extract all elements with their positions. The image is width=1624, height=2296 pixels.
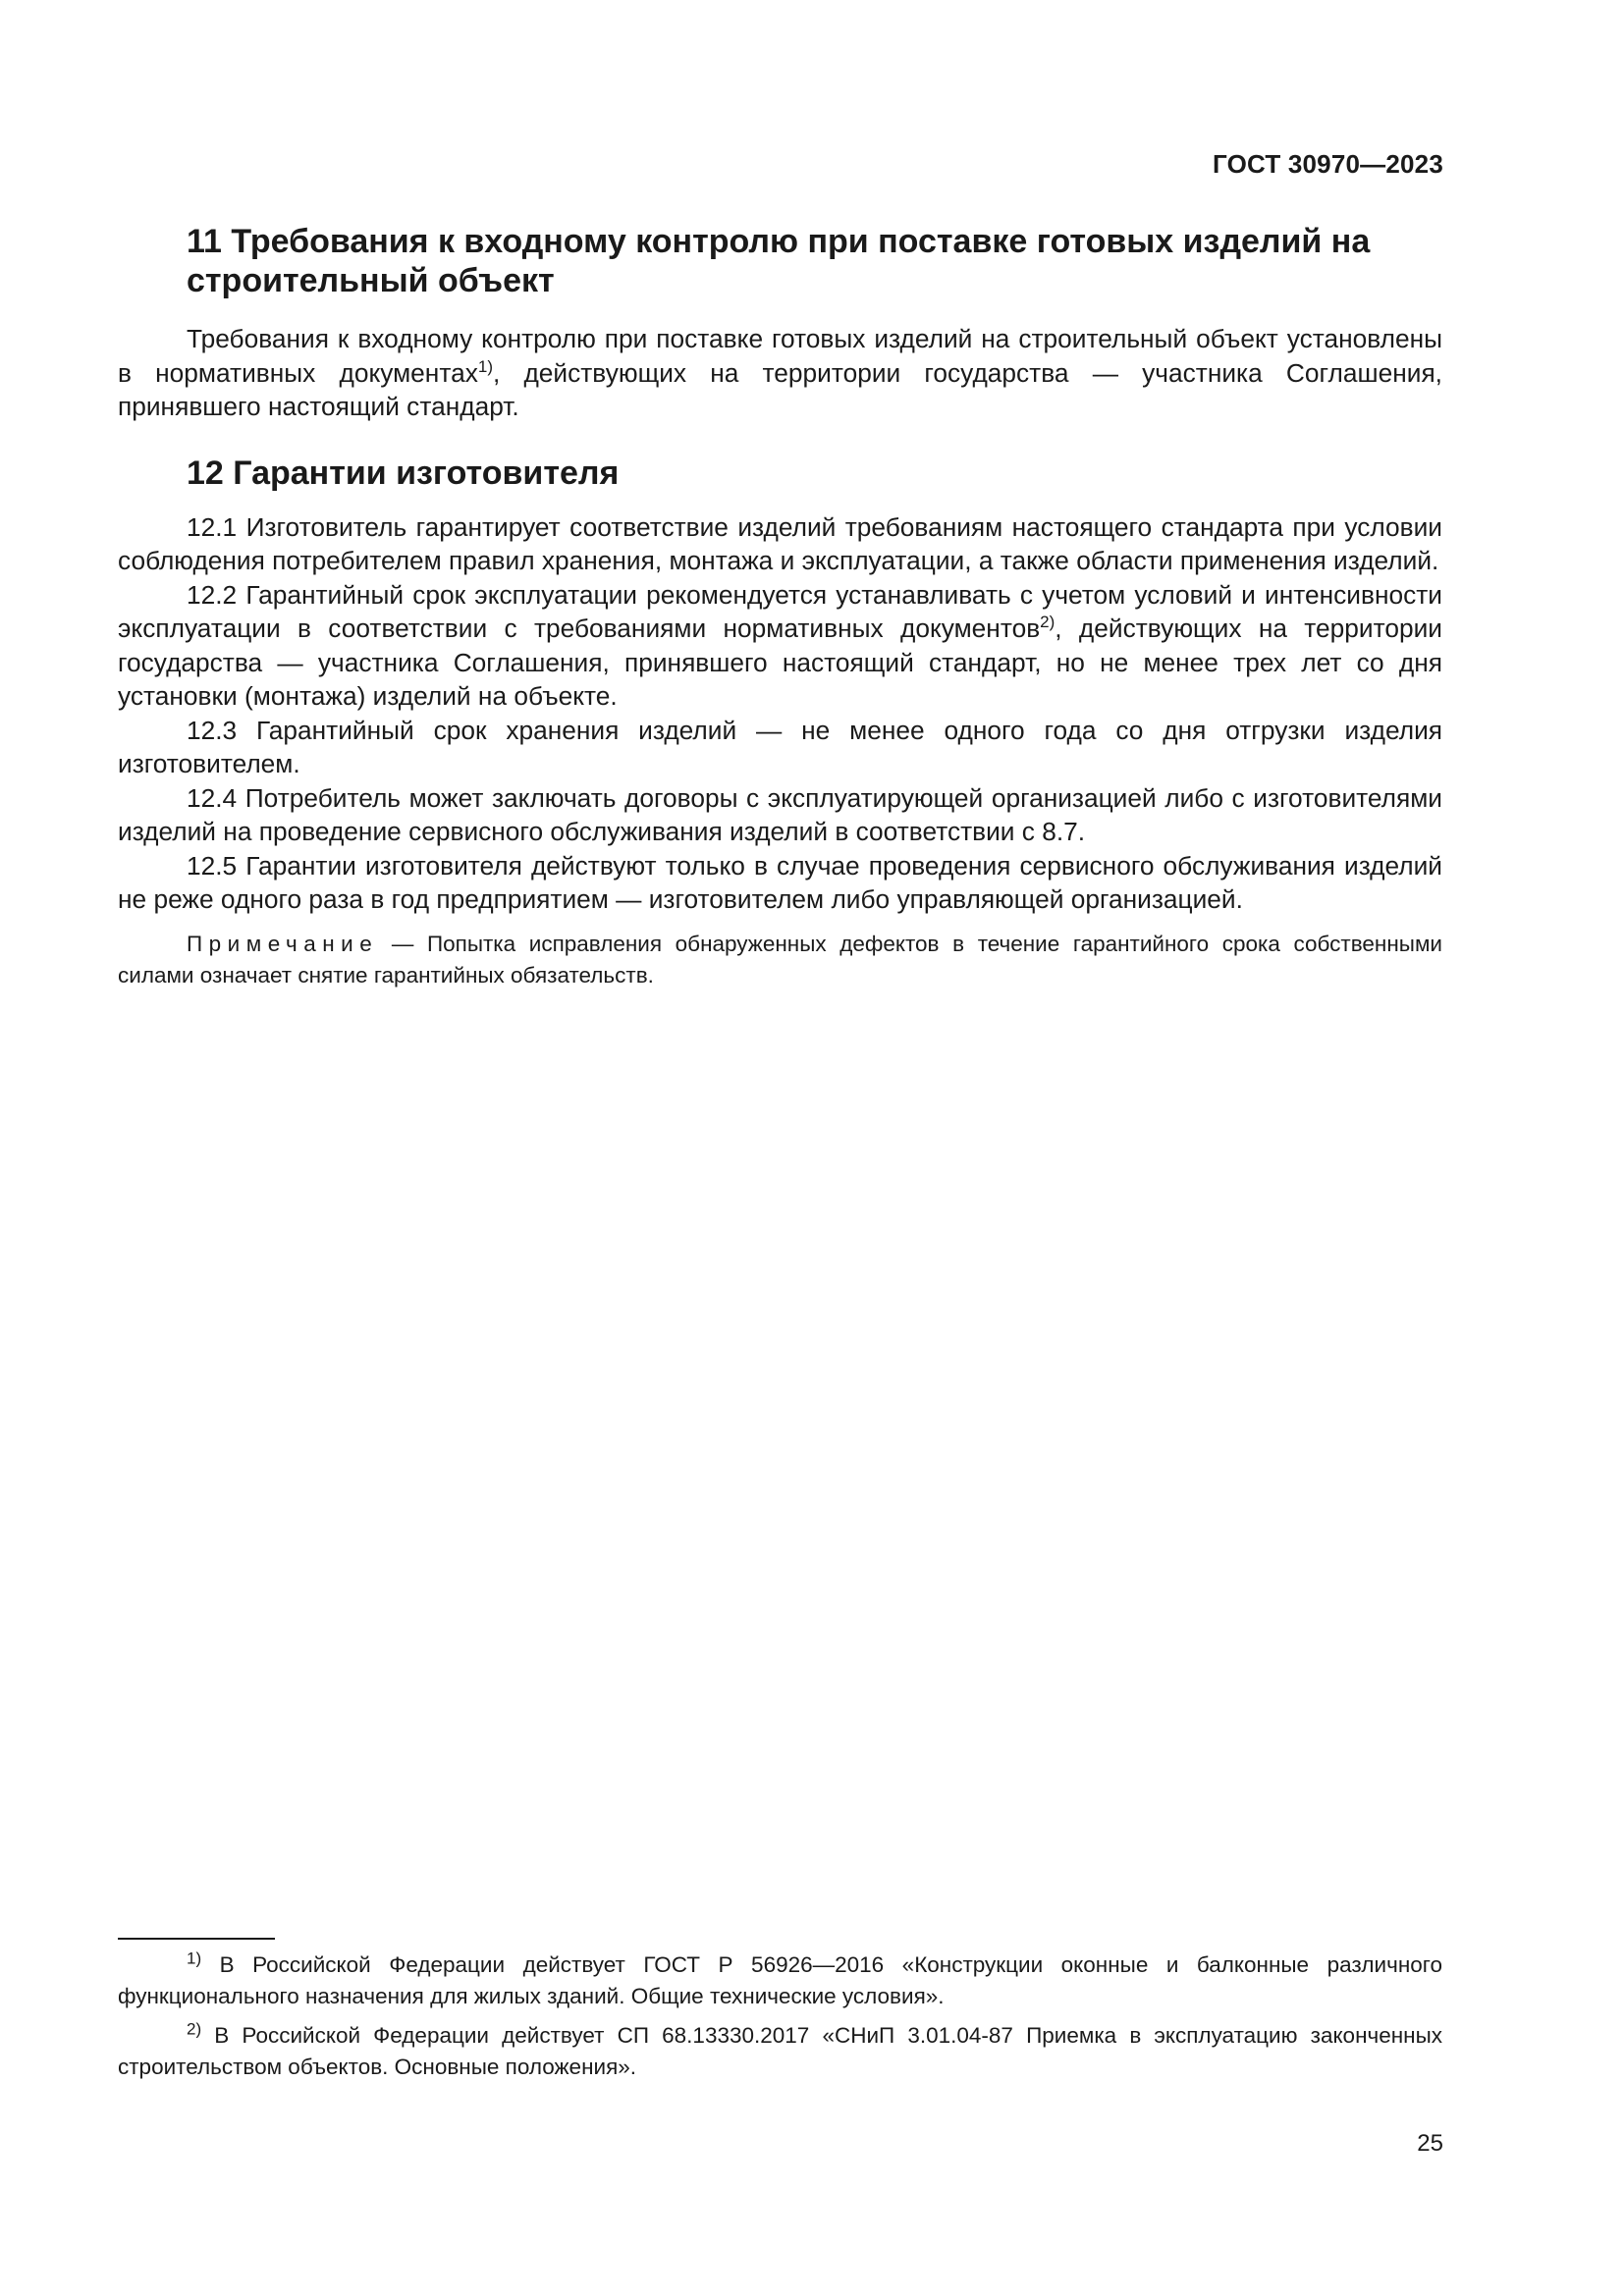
page-number: 25 [1417,2130,1443,2157]
footnote-1-text: В Российской Федерации действует ГОСТ Р 56926—2016 «Конструкции оконные и балконные различного функционального назначения для жилых зданий. Общие технические условия». [118,1952,1442,2008]
footnote-divider [118,1938,275,1940]
note-label: Примечание [187,931,379,956]
footnote-ref-2[interactable]: 2) [1040,613,1056,632]
footnotes [118,1938,1442,2091]
page-content [118,222,1442,1013]
note-text: — Попытка исправления обнаруженных дефектов в течение гарантийного срока собственными силами означает снятие гарантийных обязательств. [118,931,1442,988]
clause-12-5: 12.5 Гарантии изготовителя действуют только в случае проведения сервисного обслуживания изделий не реже одного раза в год предприятием — изготовителем либо управляющей организацией. [118,850,1442,914]
clause-12-2-text-before: 12.2 Гарантийный срок эксплуатации рекомендуется устанавливать с учетом условий и интенсивности эксплуатации в соответствии с требованиями нормативных документов [118,579,1442,643]
footnote-2-marker: 2) [187,2019,202,2039]
section-11-text-before: Требования к входному контролю при поставке готовых изделий на строительный объект установлены в нормативных документах [118,324,1442,388]
footnote-1 [118,1949,1442,2012]
footnote-1-marker: 1) [187,1949,202,1968]
clause-12-2 [118,578,1442,714]
section-11-paragraph [118,322,1442,424]
footnote-2 [118,2020,1442,2083]
note [118,929,1442,991]
section-12-title: 12 Гарантии изготовителя [187,454,620,492]
footnote-ref-1[interactable]: 1) [477,356,493,376]
clause-12-2-text-after: , действующих на территории государства — участника Соглашения, принявшего настоящий стандарт, но не менее трех лет со дня установки (монтажа) изделий на объекте. [118,614,1442,711]
footnote-2-text: В Российской Федерации действует СП 68.13330.2017 «СНиП 3.01.04-87 Приемка в эксплуатацию законченных строительством объектов. Основные положения». [118,2023,1442,2079]
clause-12-3: 12.3 Гарантийный срок хранения изделий — не менее одного года со дня отгрузки изделия изготовителем. [118,715,1442,778]
section-11-title: 11 Требования к входному контролю при поставке готовых изделий на строительный объект [187,223,1371,299]
section-11-text-after: , действующих на территории государства — участника Соглашения, принявшего настоящий стандарт. [118,357,1442,421]
clause-12-4: 12.4 Потребитель может заключать договоры с эксплуатирующей организацией либо с изготовителями изделий на проведение сервисного обслуживания изделий в соответствии с 8.7. [118,782,1442,846]
document-code: ГОСТ 30970—2023 [1213,149,1443,179]
clause-12-1: 12.1 Изготовитель гарантирует соответствие изделий требованиям настоящего стандарта при условии соблюдения потребителем правил хранения, монтажа и эксплуатации, а также области применения изделий. [118,511,1442,575]
